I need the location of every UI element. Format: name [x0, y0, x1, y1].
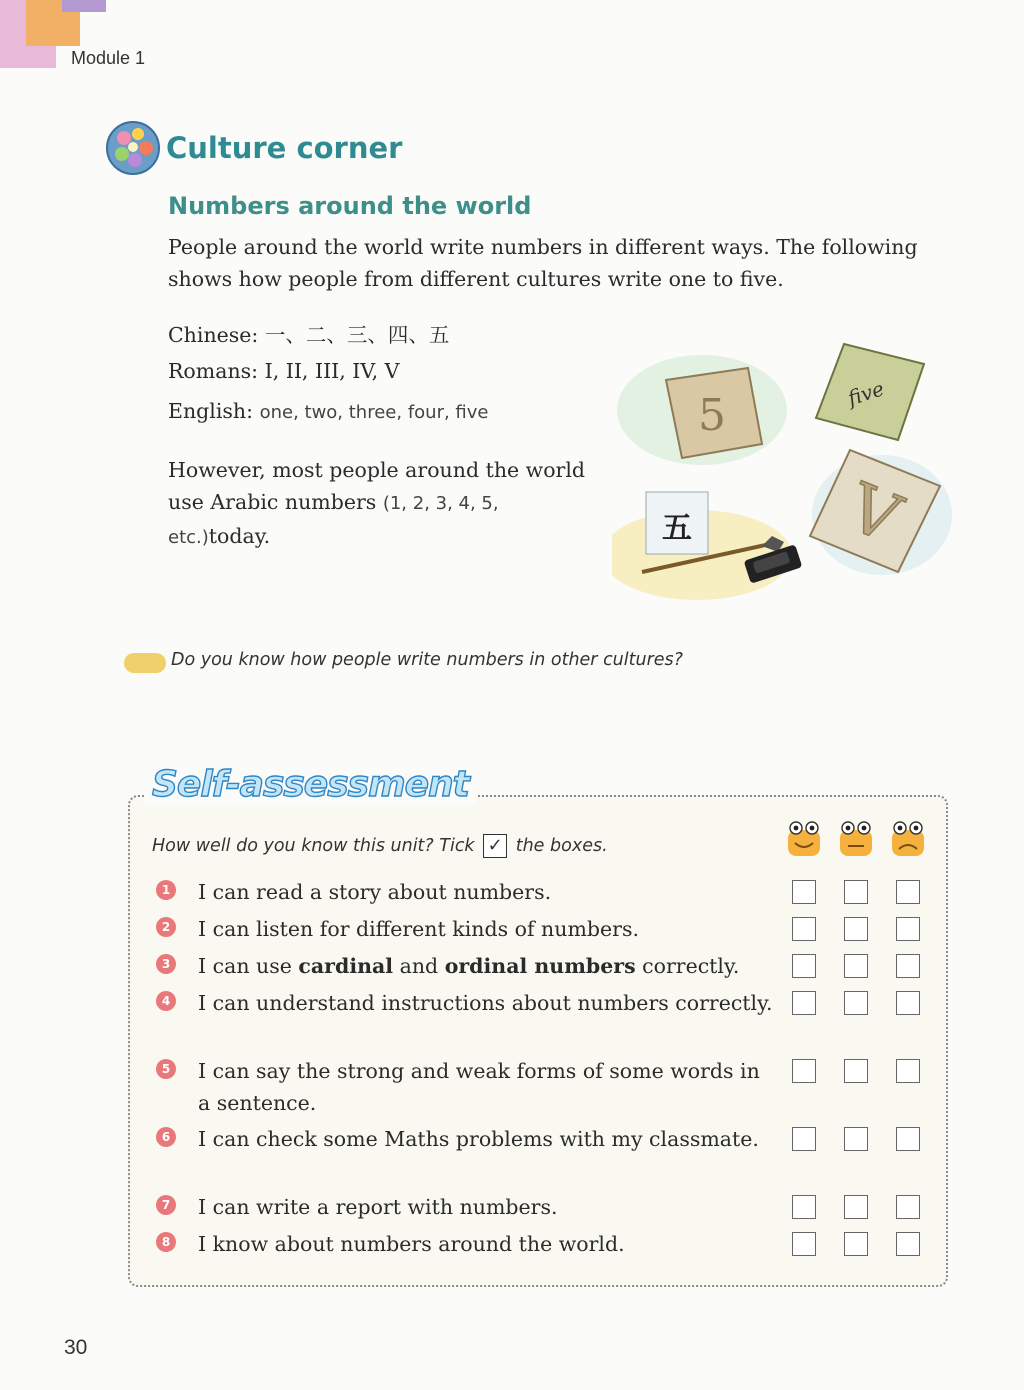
item-text	[198, 950, 778, 982]
checkbox-good[interactable]	[792, 917, 816, 941]
page-number: 30	[64, 1336, 88, 1359]
card-word: five	[844, 376, 887, 411]
checkbox-poor[interactable]	[896, 880, 920, 904]
line-label: Chinese:	[168, 323, 259, 347]
item-text	[198, 876, 778, 908]
item-text	[198, 913, 778, 945]
checkbox-poor[interactable]	[896, 1232, 920, 1256]
item-number-badge: 1	[156, 880, 176, 900]
checkbox-ok[interactable]	[844, 1232, 868, 1256]
item-number-badge: 2	[156, 917, 176, 937]
self-assessment-instruction	[152, 834, 608, 858]
checkbox-good[interactable]	[792, 1059, 816, 1083]
arabic-text-end: today.	[208, 524, 271, 548]
item-number-badge: 8	[156, 1232, 176, 1252]
tile-numeral: 5	[698, 390, 726, 441]
checkbox-good[interactable]	[792, 991, 816, 1015]
item-text-segment: I can understand instructions about numbers correctly.	[198, 991, 773, 1015]
roman-numerals: I, II, III, IV, V	[264, 359, 400, 383]
arabic-text: However, most people around the world use Arabic numbers	[168, 458, 586, 514]
checkbox-poor[interactable]	[896, 1127, 920, 1151]
item-text-segment: and	[393, 954, 445, 978]
item-number-badge: 3	[156, 954, 176, 974]
item-text-segment: I can write a report with numbers.	[198, 1195, 558, 1219]
item-number-badge: 6	[156, 1127, 176, 1147]
instruction-text: the boxes.	[515, 836, 608, 856]
tick-example-icon: ✓	[483, 834, 507, 858]
numerals-illustration	[612, 340, 952, 600]
item-number-badge: 7	[156, 1195, 176, 1215]
item-text-segment: I can use	[198, 954, 299, 978]
checkbox-good[interactable]	[792, 1195, 816, 1219]
checkbox-ok[interactable]	[844, 1059, 868, 1083]
instruction-text: How well do you know this unit? Tick	[152, 836, 475, 856]
paper-character: 五	[662, 511, 692, 546]
checkbox-ok[interactable]	[844, 880, 868, 904]
bamboo-card-five	[816, 344, 924, 440]
item-number-badge: 4	[156, 991, 176, 1011]
checkbox-poor[interactable]	[896, 1195, 920, 1219]
item-keyword: cardinal	[298, 954, 394, 978]
happy-face-icon	[784, 816, 824, 860]
chinese-numerals: 一、二、三、四、五	[264, 323, 450, 347]
romans-line	[168, 359, 399, 383]
item-text-segment: I can check some Maths problems with my classmate.	[198, 1127, 759, 1151]
item-text	[198, 1191, 778, 1223]
neutral-face-icon	[836, 816, 876, 860]
intro-paragraph: People around the world write numbers in different ways. The following shows how people from different cultures write one to five.	[168, 235, 918, 291]
question-marker	[124, 653, 166, 673]
discussion-question: Do you know how people write numbers in other cultures?	[171, 650, 683, 670]
chinese-line	[168, 318, 449, 348]
section-title: Culture corner	[166, 131, 403, 165]
checkbox-poor[interactable]	[896, 1059, 920, 1083]
checkbox-poor[interactable]	[896, 991, 920, 1015]
line-label: Romans:	[168, 359, 259, 383]
paper-with-character	[646, 492, 708, 554]
item-keyword: ordinal numbers	[444, 954, 636, 978]
checkbox-poor[interactable]	[896, 917, 920, 941]
checkbox-ok[interactable]	[844, 1127, 868, 1151]
sad-face-icon	[888, 816, 928, 860]
checkbox-ok[interactable]	[844, 1195, 868, 1219]
english-line	[168, 399, 488, 423]
item-text	[198, 1123, 778, 1155]
checkbox-good[interactable]	[792, 954, 816, 978]
self-assessment-title: Self-assessment	[144, 764, 477, 805]
item-text	[198, 987, 778, 1019]
arabic-numbers: (1, 2, 3, 4, 5, etc.)	[168, 493, 499, 548]
globe-icon	[104, 120, 162, 176]
checkbox-ok[interactable]	[844, 991, 868, 1015]
line-label: English:	[168, 399, 254, 423]
checkbox-poor[interactable]	[896, 954, 920, 978]
checkbox-ok[interactable]	[844, 954, 868, 978]
item-text	[198, 1228, 778, 1260]
item-text	[198, 1055, 778, 1119]
checkbox-ok[interactable]	[844, 917, 868, 941]
checkbox-good[interactable]	[792, 1232, 816, 1256]
subtitle: Numbers around the world	[168, 192, 532, 220]
checkbox-good[interactable]	[792, 880, 816, 904]
corner-decoration	[62, 0, 106, 12]
checkbox-good[interactable]	[792, 1127, 816, 1151]
english-numbers: one, two, three, four, five	[259, 402, 489, 423]
item-text-segment: I can say the strong and weak forms of some words in a sentence.	[198, 1059, 760, 1115]
stone-tile-five	[666, 368, 762, 458]
item-text-segment: correctly.	[635, 954, 740, 978]
item-text-segment: I know about numbers around the world.	[198, 1232, 625, 1256]
arabic-paragraph	[168, 454, 598, 554]
item-number-badge: 5	[156, 1059, 176, 1079]
module-label: Module 1	[71, 48, 146, 68]
item-text-segment: I can listen for different kinds of numbers.	[198, 917, 639, 941]
item-text-segment: I can read a story about numbers.	[198, 880, 552, 904]
tile-numeral: V	[837, 468, 911, 559]
